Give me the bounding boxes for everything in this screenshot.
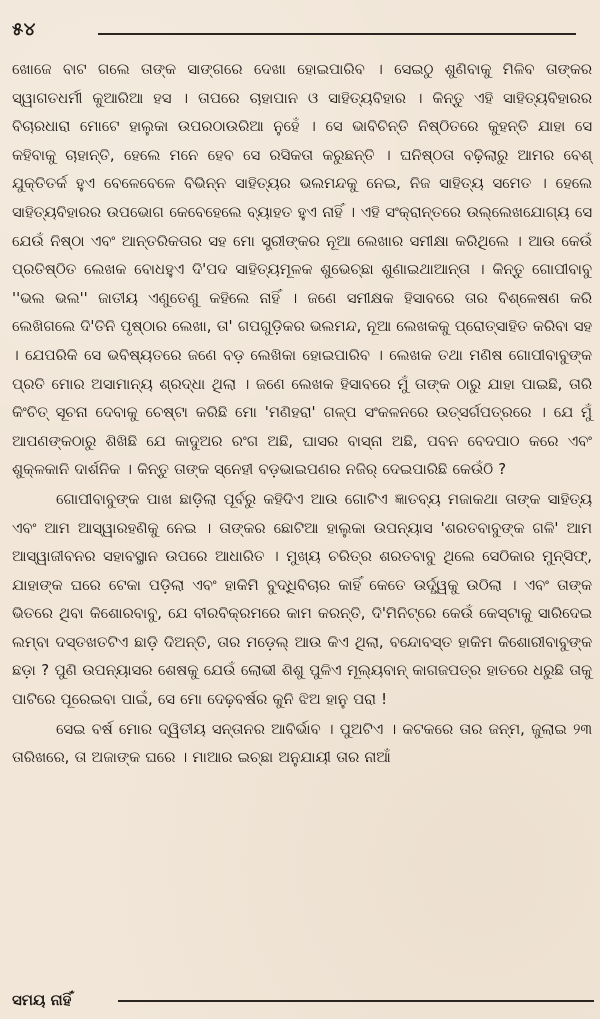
header-rule (98, 33, 576, 35)
paragraph-1: ଖୋଜେ ବାଟ ଗଲେ ତାଙ୍କ ସାଙ୍ଗରେ ଦେଖା ହୋଇପାରିବ । ସେଇଠୁ ଶୁଣିବାକୁ ମିଳିବ ତାଙ୍କର ସ୍ୱାଗତଧର୍ମୀ କୁଆରିଆ ହସ । ତାପରେ ଚାହାପାନ ଓ ସାହିତ୍ୟବିହାର । କିନ୍ତୁ ଏହି ସାହିତ୍ୟବିହାରର ବିଚାରଧାରା ମୋଟେ ହାଲୁକା ଉପରଠାଉରିଆ ନୁହେଁ । ସେ ଭାବିଚିନ୍ତି ନିଷ୍ଠିତରେ କୁହନ୍ତି ଯାହା ସେ କହିବାକୁ ଚାହାନ୍ତି, ହେଲେ ମନେ ହେବ ସେ ରସିକତା କରୁଛନ୍ତି । ଘନିଷ୍ଠତା ବଢ଼ିଲାରୁ ଆମର ବେଶ୍ ଯୁକ୍ତିତର୍କ ହୁଏ ବେଳେବେଳେ ବିଭିନ୍ନ ସାହିତ୍ୟର ଭଲମନ୍ଦକୁ ନେଇ, ନିଜ ସାହିତ୍ୟ ସମେତ । ହେଲେ ସାହିତ୍ୟବିହାରର ଉପଭୋଗ କେବେହେଲେ ବ୍ୟାହତ ହୁଏ ନାହିଁ । ଏହି ସଂକ୍ରାନ୍ତରେ ଉଲ୍ଲେଖଯୋଗ୍ୟ ସେ ଯେଉଁ ନିଷ୍ଠା ଏବଂ ଆନ୍ତରିକତାର ସହ ମୋ ସ୍ତ୍ରୀଙ୍କର ନୂଆ ଲେଖାର ସମୀକ୍ଷା କରିଥିଲେ । ଆଉ କେଉଁ ପ୍ରତିଷ୍ଠିତ ଲେଖକ ବୋଧହୁଏ ଦି'ପଦ ସାହିତ୍ୟମୂଳକ ଶୁଭେଚ୍ଛା ଶୁଣାଇଥାଆନ୍ତା । କିନ୍ତୁ ଗୋପୀବାବୁ ''ଭଲ ଭଲ'' ଜାତୀୟ ଏଣୁତେଣୁ କହିଲେ ନାହିଁ । ଜଣେ ସମୀକ୍ଷକ ହିସାବରେ ତାର ବିଶ୍ଳେଷଣ କରି ଲେଖିଗଲେ ଦି'ତିନି ପୃଷ୍ଠାର ଲେଖା, ତା' ଗପଗୁଡ଼ିକର ଭଲମନ୍ଦ, ନୂଆ ଲେଖକକୁ ପ୍ରୋତ୍ସାହିତ କରିବା ସହ । ଯେପରିକି ସେ ଭବିଷ୍ୟତରେ ଜଣେ ବଡ଼ ଲେଖିକା ହୋଇପାରିବ । ଲେଖକ ତଥା ମଣିଷ ଗୋପୀବାବୁଙ୍କ ପ୍ରତି ମୋର ଅସାମାନ୍ୟ ଶ୍ରଦ୍ଧା ଥିଲା । ଜଣେ ଲେଖକ ହିସାବରେ ମୁଁ ତାଙ୍କ ଠାରୁ ଯାହା ପାଇଛି, ତାରି କିଂଚିତ୍ ସୂଚନା ଦେବାକୁ ଚେଷ୍ଟା କରିଛି ମୋ 'ମଣିହରା' ଗଳ୍ପ ସଂକଳନରେ ଉତ୍ସର୍ଗପତ୍ରରେ । ଯେ ମୁଁ ଆପଣଙ୍କଠାରୁ ଶିଖିଛି ଯେ କାଦୁଅର ରଂଗ ଅଛି, ଘାସର ବାସ୍ନା ଅଛି, ପବନ ବେଦପାଠ କରେ ଏବଂ ଶୁକ୍ଳକାନି ଦାର୍ଶନିକ । କିନ୍ତୁ ତାଙ୍କ ସ୍ନେହୀ ବଡ଼ଭାଇପଣର ନଜିର୍ ଦେଇପାରିଛି କେଉଁଠି ? (12, 61, 592, 479)
footer-label: ସମୟ ନାହିଁ (12, 991, 72, 1009)
page-number: ୫୪ (12, 19, 36, 40)
paragraph-2: ଗୋପୀବାବୁଙ୍କ ପାଖ ଛାଡ଼ିଲା ପୂର୍ବରୁ କହିଦିଏ ଆଉ ଗୋଟିଏ ଜ୍ଞାତବ୍ୟ ମଜାକଥା ତାଙ୍କ ସାହିତ୍ୟ ଏବଂ ଆମ ଆସ୍ୱାରହଣିକୁ ନେଇ । ତାଙ୍କର ଛୋଟିଆ ହାଲୁକା ଉପନ୍ୟାସ 'ଶରତବାବୁଙ୍କ ଗଳି' ଆମ ଆସ୍ୱାଜୀବନର ସହାବସ୍ଥାନ ଉପରେ ଆଧାରିତ । ମୁଖ୍ୟ ଚରିତ୍ର ଶରତବାବୁ ଥିଲେ ସେଠିକାର ମୁନ୍‌ସିଫ୍, ଯାହାଙ୍କ ଘରେ ଟେକା ପଡ଼ିଲା ଏବଂ ହାକିମି ବୁଦ୍ଧିବିଚାର କାହିଁ କେତେ ଉର୍ଦ୍ଧ୍ୱକୁ ଉଠିଲା । ଏବଂ ତାଙ୍କ ଭିତରେ ଥିବା କିଶୋରବାବୁ, ଯେ ବୀରବିକ୍ରମରେ କାମ କରନ୍ତି, ଦି'ମିନିଟ୍‌ରେ କେଉଁ କେସ୍‌ଟାକୁ ସାରିଦେଇ ଲମ୍ବା ଦସ୍ତଖତଟିଏ ଛାଡ଼ି ଦିଅନ୍ତି, ତାର ମଡ଼େଲ୍ ଆଉ କିଏ ଥିଲା, ବନ୍ଦୋବସ୍ତ ହାକିମ କିଶୋରୀବାବୁଙ୍କ ଛଡ଼ା ? ପୁଣି ଉପନ୍ୟାସର ଶେଷକୁ ଯେଉଁ ଲୋଭୀ ଶିଶୁ ପୁଳିଏ ମୂଲ୍ୟବାନ୍ କାଗଜପତ୍ର ହାତରେ ଧରୁଛି ତାକୁ ପାଟିରେ ପୂରେଇବା ପାଇଁ, ସେ ମୋ ଦେଢ଼ବର୍ଷର କୁନି ଝିଅ ହାନୁ ପରା ! (12, 490, 592, 709)
footer-rule (118, 1000, 594, 1002)
paragraph-3: ସେଇ ବର୍ଷ ମୋର ଦ୍ୱିତୀୟ ସନ୍ତାନର ଆବିର୍ଭାବ । ପୁଅଟିଏ । କଟକରେ ତାର ଜନ୍ମ, ଜୁଲାଇ ୨୩ ତାରିଖରେ, ତା ଅଜାଙ୍କ ଘରେ । ମାଆର ଇଚ୍ଛା ଅନୁଯାୟୀ ତାର ନାଆଁ (12, 720, 592, 767)
page-content (12, 56, 592, 773)
page-footer (12, 988, 594, 1012)
page-header (12, 18, 582, 48)
